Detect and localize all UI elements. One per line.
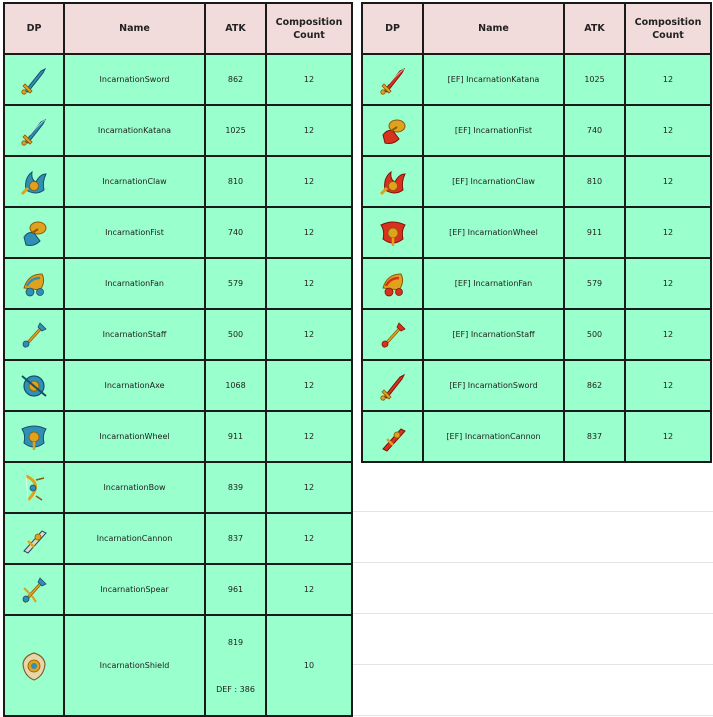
count-cell: 12 [625, 309, 711, 360]
table-row [362, 105, 711, 156]
table-row [362, 54, 711, 105]
dp-cell [4, 615, 64, 716]
atk-cell: 839 [205, 462, 266, 513]
count-cell: 12 [625, 207, 711, 258]
name-cell: IncarnationAxe [64, 360, 205, 411]
table-row [362, 411, 711, 462]
blue-gold-fan-icon [5, 268, 63, 300]
dp-cell [4, 462, 64, 513]
name-cell: [EF] IncarnationStaff [423, 309, 564, 360]
table-row [362, 207, 711, 258]
atk-cell [205, 615, 266, 716]
gold-shield-icon [5, 650, 63, 682]
atk-cell: 810 [205, 156, 266, 207]
atk-cell: 500 [564, 309, 625, 360]
header-dp: DP [4, 3, 64, 54]
header-name: Name [423, 3, 564, 54]
red-gold-cannon-icon [363, 421, 422, 453]
header-row [4, 3, 352, 54]
name-cell: IncarnationStaff [64, 309, 205, 360]
atk-cell: 911 [564, 207, 625, 258]
dp-cell [362, 156, 423, 207]
atk-cell: 837 [205, 513, 266, 564]
blue-gold-fist-icon [5, 217, 63, 249]
count-cell: 12 [266, 513, 352, 564]
blue-gold-wheel-icon [5, 421, 63, 453]
red-gold-sword-icon [363, 370, 422, 402]
name-cell: IncarnationFan [64, 258, 205, 309]
table-row [4, 309, 352, 360]
dp-cell [362, 207, 423, 258]
name-cell: IncarnationSpear [64, 564, 205, 615]
count-cell: 12 [266, 462, 352, 513]
atk-cell: 579 [564, 258, 625, 309]
dp-cell [4, 105, 64, 156]
dp-cell [4, 513, 64, 564]
table-row [4, 564, 352, 615]
count-cell: 12 [625, 156, 711, 207]
name-cell: [EF] IncarnationWheel [423, 207, 564, 258]
blue-gold-bow-icon [5, 472, 63, 504]
atk-value: 819 [227, 637, 244, 647]
blue-gold-spear-icon [5, 574, 63, 606]
atk-cell: 1025 [205, 105, 266, 156]
atk-cell: 862 [564, 360, 625, 411]
header-composition-count: Composition Count [625, 3, 711, 54]
count-cell: 12 [266, 360, 352, 411]
count-cell: 12 [266, 564, 352, 615]
table-row [362, 156, 711, 207]
dp-cell [362, 54, 423, 105]
atk-cell: 862 [205, 54, 266, 105]
table-row [4, 411, 352, 462]
header-atk: ATK [564, 3, 625, 54]
dp-cell [4, 564, 64, 615]
blue-gold-claw-icon [5, 166, 63, 198]
table-row [4, 105, 352, 156]
red-gold-staff-icon [363, 319, 422, 351]
count-cell: 12 [266, 207, 352, 258]
atk-cell: 961 [205, 564, 266, 615]
name-cell: IncarnationClaw [64, 156, 205, 207]
atk-cell: 810 [564, 156, 625, 207]
blue-gold-cannon-icon [5, 523, 63, 555]
count-cell: 12 [625, 360, 711, 411]
count-cell: 12 [266, 156, 352, 207]
count-cell: 12 [625, 258, 711, 309]
background-gridline [352, 613, 713, 614]
table-row [4, 54, 352, 105]
dp-cell [4, 258, 64, 309]
count-cell: 12 [625, 54, 711, 105]
table-row [362, 258, 711, 309]
background-gridline [352, 715, 713, 716]
atk-cell: 1025 [564, 54, 625, 105]
dp-cell [362, 258, 423, 309]
header-composition-count: Composition Count [266, 3, 352, 54]
table-row [4, 258, 352, 309]
table-row [4, 462, 352, 513]
table-row [362, 309, 711, 360]
red-gold-katana-icon [363, 64, 422, 96]
count-cell: 12 [625, 105, 711, 156]
dp-cell [362, 411, 423, 462]
blue-gold-axe-icon [5, 370, 63, 402]
dp-cell [4, 309, 64, 360]
dp-cell [4, 411, 64, 462]
atk-cell: 500 [205, 309, 266, 360]
table-row [4, 207, 352, 258]
atk-cell: 740 [564, 105, 625, 156]
name-cell: [EF] IncarnationFist [423, 105, 564, 156]
name-cell: IncarnationSword [64, 54, 205, 105]
name-cell: [EF] IncarnationSword [423, 360, 564, 411]
atk-cell: 740 [205, 207, 266, 258]
dp-cell [4, 54, 64, 105]
dp-cell [362, 360, 423, 411]
name-cell: IncarnationKatana [64, 105, 205, 156]
blue-gold-sword-icon [5, 64, 63, 96]
header-row [362, 3, 711, 54]
background-gridline [352, 562, 713, 563]
count-cell: 12 [266, 105, 352, 156]
count-cell: 12 [266, 411, 352, 462]
name-cell: IncarnationCannon [64, 513, 205, 564]
red-gold-fan-icon [363, 268, 422, 300]
name-cell: [EF] IncarnationFan [423, 258, 564, 309]
dp-cell [4, 360, 64, 411]
red-gold-wheel-icon [363, 217, 422, 249]
name-cell: [EF] IncarnationKatana [423, 54, 564, 105]
table-row [4, 615, 352, 716]
count-cell: 12 [625, 411, 711, 462]
count-cell: 12 [266, 309, 352, 360]
name-cell: [EF] IncarnationClaw [423, 156, 564, 207]
dp-cell [4, 156, 64, 207]
name-cell: IncarnationShield [64, 615, 205, 716]
name-cell: IncarnationWheel [64, 411, 205, 462]
left-weapon-table [3, 2, 353, 717]
table-row [4, 513, 352, 564]
count-cell: 12 [266, 54, 352, 105]
atk-cell: 911 [205, 411, 266, 462]
name-cell: IncarnationBow [64, 462, 205, 513]
dp-cell [362, 309, 423, 360]
right-weapon-table [361, 2, 712, 463]
atk-cell: 837 [564, 411, 625, 462]
background-gridline [352, 664, 713, 665]
name-cell: IncarnationFist [64, 207, 205, 258]
dp-cell [4, 207, 64, 258]
count-cell: 12 [266, 258, 352, 309]
dp-cell [362, 105, 423, 156]
table-row [4, 156, 352, 207]
blue-gold-katana-icon [5, 115, 63, 147]
count-cell: 10 [266, 615, 352, 716]
blue-gold-staff-icon [5, 319, 63, 351]
red-gold-fist-icon [363, 115, 422, 147]
red-gold-claw-icon [363, 166, 422, 198]
atk-cell: 1068 [205, 360, 266, 411]
header-dp: DP [362, 3, 423, 54]
header-name: Name [64, 3, 205, 54]
def-value: DEF : 386 [216, 684, 255, 694]
background-gridline [352, 511, 713, 512]
name-cell: [EF] IncarnationCannon [423, 411, 564, 462]
table-row [362, 360, 711, 411]
header-atk: ATK [205, 3, 266, 54]
table-row [4, 360, 352, 411]
atk-cell: 579 [205, 258, 266, 309]
